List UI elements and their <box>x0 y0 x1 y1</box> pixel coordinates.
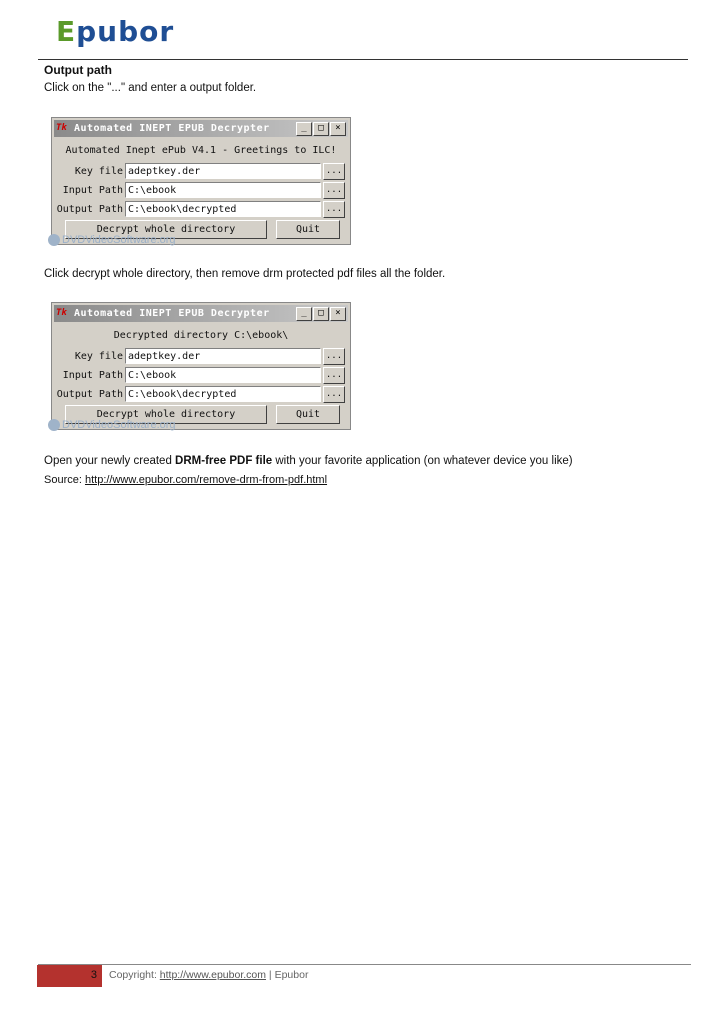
watermark-logo-icon <box>48 419 60 431</box>
footer-divider <box>38 964 691 965</box>
output-path-row <box>52 201 350 219</box>
footer-copyright <box>109 969 308 981</box>
quit-button[interactable]: Quit <box>276 220 340 239</box>
input-path-input[interactable]: C:\ebook <box>125 182 321 198</box>
page-number-box <box>37 965 102 987</box>
dialog-title: Automated INEPT EPUB Decrypter <box>74 123 270 134</box>
minimize-button[interactable]: _ <box>296 122 312 136</box>
dialog-status: Decrypted directory C:\ebook\ <box>113 330 289 341</box>
output-path-browse-button[interactable]: ... <box>323 201 345 218</box>
copyright-label: Copyright: <box>109 969 160 981</box>
key-file-label: Key file <box>74 166 123 177</box>
tk-app-icon: Tk <box>56 308 67 318</box>
source-link[interactable]: http://www.epubor.com/remove-drm-from-pdf.html <box>84 474 328 486</box>
dialog-title: Automated INEPT EPUB Decrypter <box>74 308 270 319</box>
decrypt-whole-directory-button[interactable]: Decrypt whole directory <box>65 220 267 239</box>
watermark-text: DVDVideoSoftware.org <box>62 234 176 246</box>
key-file-browse-button[interactable]: ... <box>323 163 345 180</box>
input-path-label: Input Path <box>62 185 123 196</box>
key-file-input[interactable]: adeptkey.der <box>125 163 321 179</box>
open-file-text-after: with your favorite application (on whatever device you like) <box>272 455 573 467</box>
decrypt-whole-directory-button[interactable]: Decrypt whole directory <box>65 405 267 424</box>
key-file-label: Key file <box>74 351 123 362</box>
decrypter-dialog-done <box>51 302 351 430</box>
copyright-link[interactable]: http://www.epubor.com <box>159 969 267 981</box>
dialog-titlebar[interactable] <box>54 120 348 137</box>
close-button[interactable]: × <box>330 307 346 321</box>
key-file-row <box>52 348 350 366</box>
maximize-button[interactable]: □ <box>313 307 329 321</box>
epubor-logo <box>56 14 196 50</box>
output-path-input[interactable]: C:\ebook\decrypted <box>125 386 321 402</box>
watermark-logo-icon <box>48 234 60 246</box>
instruction-open-file <box>44 455 573 467</box>
section-heading: Output path <box>44 63 112 77</box>
input-path-row <box>52 367 350 385</box>
output-path-browse-button[interactable]: ... <box>323 386 345 403</box>
dialog-status: Automated Inept ePub V4.1 - Greetings to ILC! <box>65 145 337 156</box>
page-number: 3 <box>90 969 97 981</box>
input-path-row <box>52 182 350 200</box>
watermark <box>48 419 176 431</box>
key-file-browse-button[interactable]: ... <box>323 348 345 365</box>
logo-rest: pubor <box>76 15 175 48</box>
quit-button[interactable]: Quit <box>276 405 340 424</box>
decrypter-dialog-initial <box>51 117 351 245</box>
tk-app-icon: Tk <box>56 123 67 133</box>
output-path-row <box>52 386 350 404</box>
input-path-input[interactable]: C:\ebook <box>125 367 321 383</box>
close-button[interactable]: × <box>330 122 346 136</box>
watermark <box>48 234 176 246</box>
source-line <box>44 474 327 486</box>
instruction-output-folder: Click on the "..." and enter a output folder. <box>44 82 257 94</box>
maximize-button[interactable]: □ <box>313 122 329 136</box>
logo-initial: E <box>56 15 77 48</box>
dialog-titlebar[interactable] <box>54 305 348 322</box>
minimize-button[interactable]: _ <box>296 307 312 321</box>
key-file-input[interactable]: adeptkey.der <box>125 348 321 364</box>
instruction-decrypt: Click decrypt whole directory, then remove drm protected pdf files all the folder. <box>44 268 446 280</box>
input-path-label: Input Path <box>62 370 123 381</box>
output-path-input[interactable]: C:\ebook\decrypted <box>125 201 321 217</box>
input-path-browse-button[interactable]: ... <box>323 367 345 384</box>
open-file-text-before: Open your newly created <box>44 455 176 467</box>
key-file-row <box>52 163 350 181</box>
source-label: Source: <box>44 474 85 486</box>
header-divider <box>38 59 688 60</box>
output-path-label: Output Path <box>56 204 123 215</box>
output-path-label: Output Path <box>56 389 123 400</box>
input-path-browse-button[interactable]: ... <box>323 182 345 199</box>
footer-brand: | Epubor <box>266 969 309 981</box>
drm-free-pdf-emphasis: DRM-free PDF file <box>175 455 273 467</box>
watermark-text: DVDVideoSoftware.org <box>62 419 176 431</box>
